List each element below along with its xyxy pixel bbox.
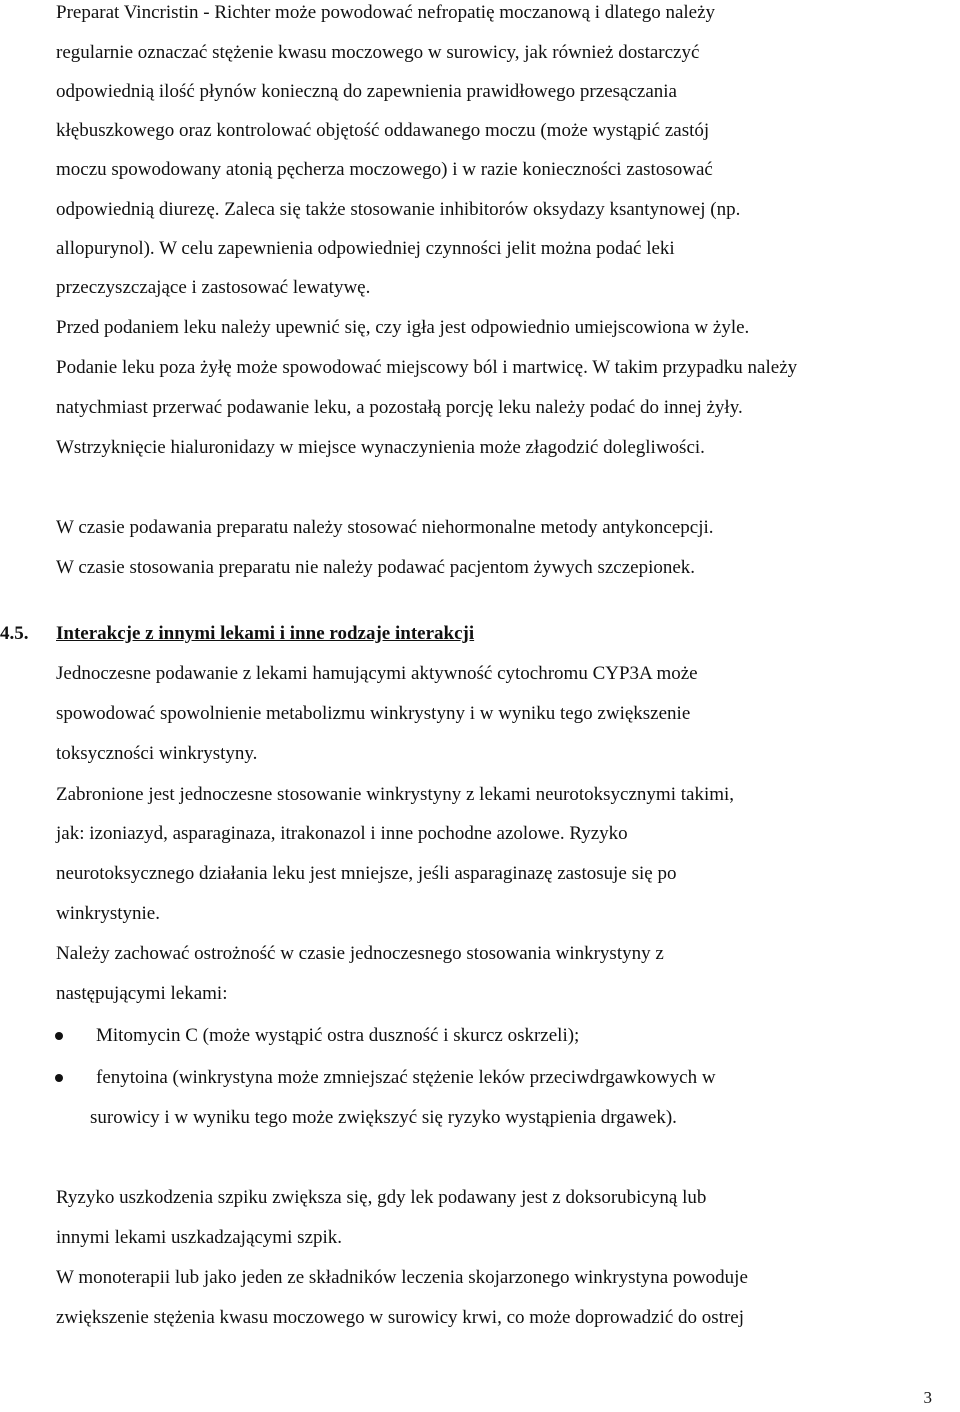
text-line: Preparat Vincristin - Richter może powodować nefropatię moczanową i dlatego należy — [56, 2, 716, 23]
text-line: natychmiast przerwać podawanie leku, a pozostałą porcję leku należy podać do innej żyły. — [56, 397, 743, 418]
text-line: winkrystynie. — [56, 903, 160, 924]
text-line: Jednoczesne podawanie z lekami hamującymi aktywność cytochromu CYP3A może — [56, 663, 698, 684]
text-line: Zabronione jest jednoczesne stosowanie winkrystyny z lekami neurotoksycznymi takimi, — [56, 784, 735, 805]
bullet-icon — [55, 1074, 63, 1082]
bullet-icon — [55, 1032, 63, 1040]
page-number: 3 — [923, 1388, 932, 1407]
list-item: fenytoina (winkrystyna może zmniejszać stężenie leków przeciwdrgawkowych w — [96, 1067, 716, 1088]
list-item-continuation: surowicy i w wyniku tego może zwiększyć się ryzyko wystąpienia drgawek). — [90, 1107, 677, 1128]
text-line: odpowiednią diurezę. Zaleca się także stosowanie inhibitorów oksydazy ksantynowej (np. — [56, 199, 741, 220]
text-line: kłębuszkowego oraz kontrolować objętość oddawanego moczu (może wystąpić zastój — [56, 120, 710, 141]
text-line: W czasie stosowania preparatu nie należy podawać pacjentom żywych szczepionek. — [56, 557, 696, 578]
text-line: spowodować spowolnienie metabolizmu winkrystyny i w wyniku tego zwiększenie — [56, 703, 691, 724]
text-line: Podanie leku poza żyłę może spowodować miejscowy ból i martwicę. W takim przypadku należy — [56, 357, 798, 378]
text-line: Przed podaniem leku należy upewnić się, czy igła jest odpowiednio umiejscowiona w żyle. — [56, 317, 750, 338]
text-line: allopurynol). W celu zapewnienia odpowiedniej czynności jelit można podać leki — [56, 238, 675, 259]
text-line: zwiększenie stężenia kwasu moczowego w surowicy krwi, co może doprowadzić do ostrej — [56, 1307, 744, 1328]
text-line: odpowiednią ilość płynów konieczną do zapewnienia prawidłowego przesączania — [56, 81, 677, 102]
text-line: neurotoksycznego działania leku jest mniejsze, jeśli asparaginazę zastosuje się po — [56, 863, 677, 884]
text-line: Wstrzyknięcie hialuronidazy w miejsce wynaczynienia może złagodzić dolegliwości. — [56, 437, 705, 458]
text-line: jak: izoniazyd, asparaginaza, itrakonazol i inne pochodne azolowe. Ryzyko — [56, 823, 628, 844]
text-line: następującymi lekami: — [56, 983, 228, 1004]
text-line: Należy zachować ostrożność w czasie jednoczesnego stosowania winkrystyny z — [56, 943, 664, 964]
text-line: W czasie podawania preparatu należy stosować niehormonalne metody antykoncepcji. — [56, 517, 714, 538]
text-line: toksyczności winkrystyny. — [56, 743, 258, 764]
text-line: moczu spowodowany atonią pęcherza moczowego) i w razie konieczności zastosować — [56, 159, 713, 180]
list-item: Mitomycin C (może wystąpić ostra duszność i skurcz oskrzeli); — [96, 1025, 580, 1046]
text-line: innymi lekami uszkadzającymi szpik. — [56, 1227, 342, 1248]
text-line: Ryzyko uszkodzenia szpiku zwiększa się, gdy lek podawany jest z doksorubicyną lub — [56, 1187, 707, 1208]
section-title: Interakcje z innymi lekami i inne rodzaje interakcji — [56, 623, 475, 644]
section-number: 4.5. — [0, 623, 29, 644]
text-line: regularnie oznaczać stężenie kwasu moczowego w surowicy, jak również dostarczyć — [56, 42, 700, 63]
text-line: W monoterapii lub jako jeden ze składników leczenia skojarzonego winkrystyna powoduje — [56, 1267, 748, 1288]
text-line: przeczyszczające i zastosować lewatywę. — [56, 277, 371, 298]
